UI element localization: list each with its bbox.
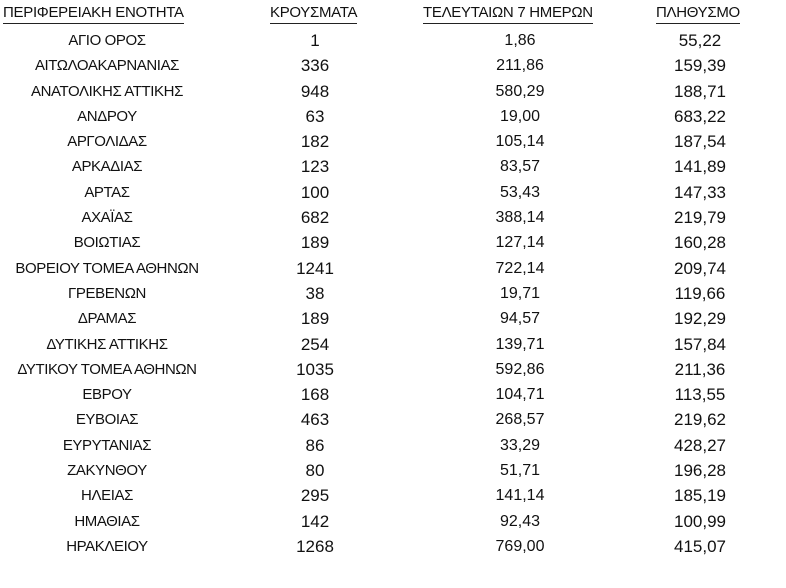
cell-last-7-days: 139,71 bbox=[495, 335, 545, 353]
table-row bbox=[0, 79, 786, 104]
cell-population: 185,19 bbox=[674, 486, 726, 506]
cell-last-7-days: 105,14 bbox=[495, 133, 545, 151]
cell-cases: 123 bbox=[300, 157, 330, 177]
cell-population: 415,07 bbox=[674, 536, 726, 556]
cell-population: 160,28 bbox=[674, 233, 726, 253]
cell-cases: 948 bbox=[300, 81, 330, 101]
cell-region: ΕΒΡΟΥ bbox=[82, 386, 132, 404]
cell-cases: 38 bbox=[305, 283, 325, 303]
cell-region: ΒΟΙΩΤΙΑΣ bbox=[73, 234, 141, 252]
table-row bbox=[0, 281, 786, 306]
cell-population: 157,84 bbox=[674, 334, 726, 354]
table-row bbox=[0, 28, 786, 53]
cell-cases: 1268 bbox=[296, 536, 334, 556]
table-row bbox=[0, 180, 786, 205]
cell-last-7-days: 722,14 bbox=[495, 259, 545, 277]
cell-population: 159,39 bbox=[674, 56, 726, 76]
table-row bbox=[0, 357, 786, 382]
cell-population: 113,55 bbox=[674, 385, 726, 405]
cell-cases: 182 bbox=[300, 132, 330, 152]
cell-region: ΑΝΑΤΟΛΙΚΗΣ ΑΤΤΙΚΗΣ bbox=[31, 82, 183, 100]
cell-population: 192,29 bbox=[674, 309, 726, 329]
table-row bbox=[0, 154, 786, 179]
table-body bbox=[0, 28, 786, 559]
cell-population: 211,36 bbox=[674, 359, 726, 379]
cell-region: ΑΝΔΡΟΥ bbox=[77, 107, 137, 125]
table-row bbox=[0, 407, 786, 432]
cell-region: ΗΡΑΚΛΕΙΟΥ bbox=[66, 537, 148, 555]
cell-region: ΗΛΕΙΑΣ bbox=[81, 487, 133, 505]
cell-region: ΔΥΤΙΚΗΣ ΑΤΤΙΚΗΣ bbox=[46, 335, 168, 353]
cell-population: 683,22 bbox=[674, 106, 726, 126]
cell-cases: 189 bbox=[300, 309, 330, 329]
cell-cases: 254 bbox=[300, 334, 330, 354]
table-row bbox=[0, 534, 786, 559]
cell-last-7-days: 33,29 bbox=[499, 436, 541, 454]
cell-cases: 100 bbox=[300, 182, 330, 202]
cell-cases: 336 bbox=[300, 56, 330, 76]
cell-last-7-days: 19,71 bbox=[499, 284, 541, 302]
cell-cases: 1035 bbox=[296, 359, 334, 379]
table-row bbox=[0, 256, 786, 281]
cell-last-7-days: 211,86 bbox=[496, 57, 544, 75]
table-row bbox=[0, 129, 786, 154]
cell-last-7-days: 580,29 bbox=[495, 82, 545, 100]
header-region: ΠΕΡΙΦΕΡΕΙΑΚΗ ΕΝΟΤΗΤΑ bbox=[3, 4, 184, 24]
cell-cases: 80 bbox=[305, 461, 325, 481]
cell-cases: 682 bbox=[300, 208, 330, 228]
cell-region: ΕΥΒΟΙΑΣ bbox=[75, 411, 139, 429]
cell-last-7-days: 104,71 bbox=[495, 386, 545, 404]
cell-cases: 1 bbox=[310, 31, 320, 50]
cell-region: ΓΡΕΒΕΝΩΝ bbox=[68, 284, 146, 302]
cell-cases: 86 bbox=[305, 435, 325, 455]
cell-cases: 63 bbox=[305, 106, 325, 126]
cell-population: 55,22 bbox=[678, 31, 722, 50]
cell-last-7-days: 1,86 bbox=[504, 32, 536, 49]
cell-region: ΑΙΤΩΛΟΑΚΑΡΝΑΝΙΑΣ bbox=[34, 57, 180, 75]
table-row bbox=[0, 382, 786, 407]
cell-population: 209,74 bbox=[674, 258, 726, 278]
cell-cases: 189 bbox=[300, 233, 330, 253]
cell-population: 219,79 bbox=[674, 208, 726, 228]
cell-last-7-days: 51,71 bbox=[499, 462, 541, 480]
cell-population: 141,89 bbox=[674, 157, 726, 177]
cell-region: ΑΡΓΟΛΙΔΑΣ bbox=[67, 133, 147, 151]
cell-population: 100,99 bbox=[674, 511, 726, 531]
cell-region: ΕΥΡΥΤΑΝΙΑΣ bbox=[62, 436, 152, 454]
cell-region: ΑΡΚΑΔΙΑΣ bbox=[71, 158, 143, 176]
cell-cases: 1241 bbox=[296, 258, 334, 278]
cell-cases: 142 bbox=[300, 511, 330, 531]
cell-cases: 295 bbox=[300, 486, 330, 506]
cell-region: ΖΑΚΥΝΘΟΥ bbox=[67, 462, 147, 480]
cell-last-7-days: 388,14 bbox=[495, 209, 545, 227]
cell-population: 188,71 bbox=[674, 81, 726, 101]
cell-region: ΔΥΤΙΚΟΥ ΤΟΜΕΑ ΑΘΗΝΩΝ bbox=[17, 360, 197, 378]
cell-cases: 463 bbox=[300, 410, 330, 430]
table-row bbox=[0, 509, 786, 534]
cell-region: ΑΡΤΑΣ bbox=[84, 183, 130, 201]
cell-population: 428,27 bbox=[674, 435, 726, 455]
table-row bbox=[0, 205, 786, 230]
header-cases: ΚΡΟΥΣΜΑΤΑ bbox=[270, 4, 357, 24]
table-row bbox=[0, 433, 786, 458]
table-row bbox=[0, 53, 786, 78]
cell-last-7-days: 127,14 bbox=[495, 234, 545, 252]
cell-population: 196,28 bbox=[674, 461, 726, 481]
cell-last-7-days: 83,57 bbox=[499, 158, 541, 176]
cell-region: ΑΓΙΟ ΟΡΟΣ bbox=[68, 32, 146, 49]
cell-last-7-days: 19,00 bbox=[499, 107, 541, 125]
cell-population: 187,54 bbox=[674, 132, 726, 152]
cell-population: 119,66 bbox=[674, 283, 726, 303]
header-last-7-days: ΤΕΛΕΥΤΑΙΩΝ 7 ΗΜΕΡΩΝ bbox=[423, 4, 593, 24]
table-row bbox=[0, 483, 786, 508]
cell-region: ΗΜΑΘΙΑΣ bbox=[74, 512, 140, 530]
cell-region: ΑΧΑΪΑΣ bbox=[81, 209, 133, 227]
cell-last-7-days: 53,43 bbox=[499, 183, 541, 201]
cell-population: 147,33 bbox=[674, 182, 726, 202]
table-row bbox=[0, 306, 786, 331]
cell-region: ΒΟΡΕΙΟΥ ΤΟΜΕΑ ΑΘΗΝΩΝ bbox=[15, 259, 199, 277]
cell-cases: 168 bbox=[300, 385, 330, 405]
cell-last-7-days: 141,14 bbox=[495, 487, 545, 505]
table-header-row bbox=[0, 0, 786, 26]
cell-region: ΔΡΑΜΑΣ bbox=[77, 310, 137, 328]
table-row bbox=[0, 458, 786, 483]
cell-population: 219,62 bbox=[674, 410, 726, 430]
cell-last-7-days: 268,57 bbox=[495, 411, 545, 429]
table-row bbox=[0, 230, 786, 255]
cell-last-7-days: 769,00 bbox=[495, 537, 545, 555]
cell-last-7-days: 592,86 bbox=[495, 360, 545, 378]
table-row bbox=[0, 332, 786, 357]
header-population: ΠΛΗΘΥΣΜΟ bbox=[656, 4, 740, 24]
cell-last-7-days: 94,57 bbox=[499, 310, 541, 328]
cell-last-7-days: 92,43 bbox=[499, 512, 541, 530]
table-row bbox=[0, 104, 786, 129]
